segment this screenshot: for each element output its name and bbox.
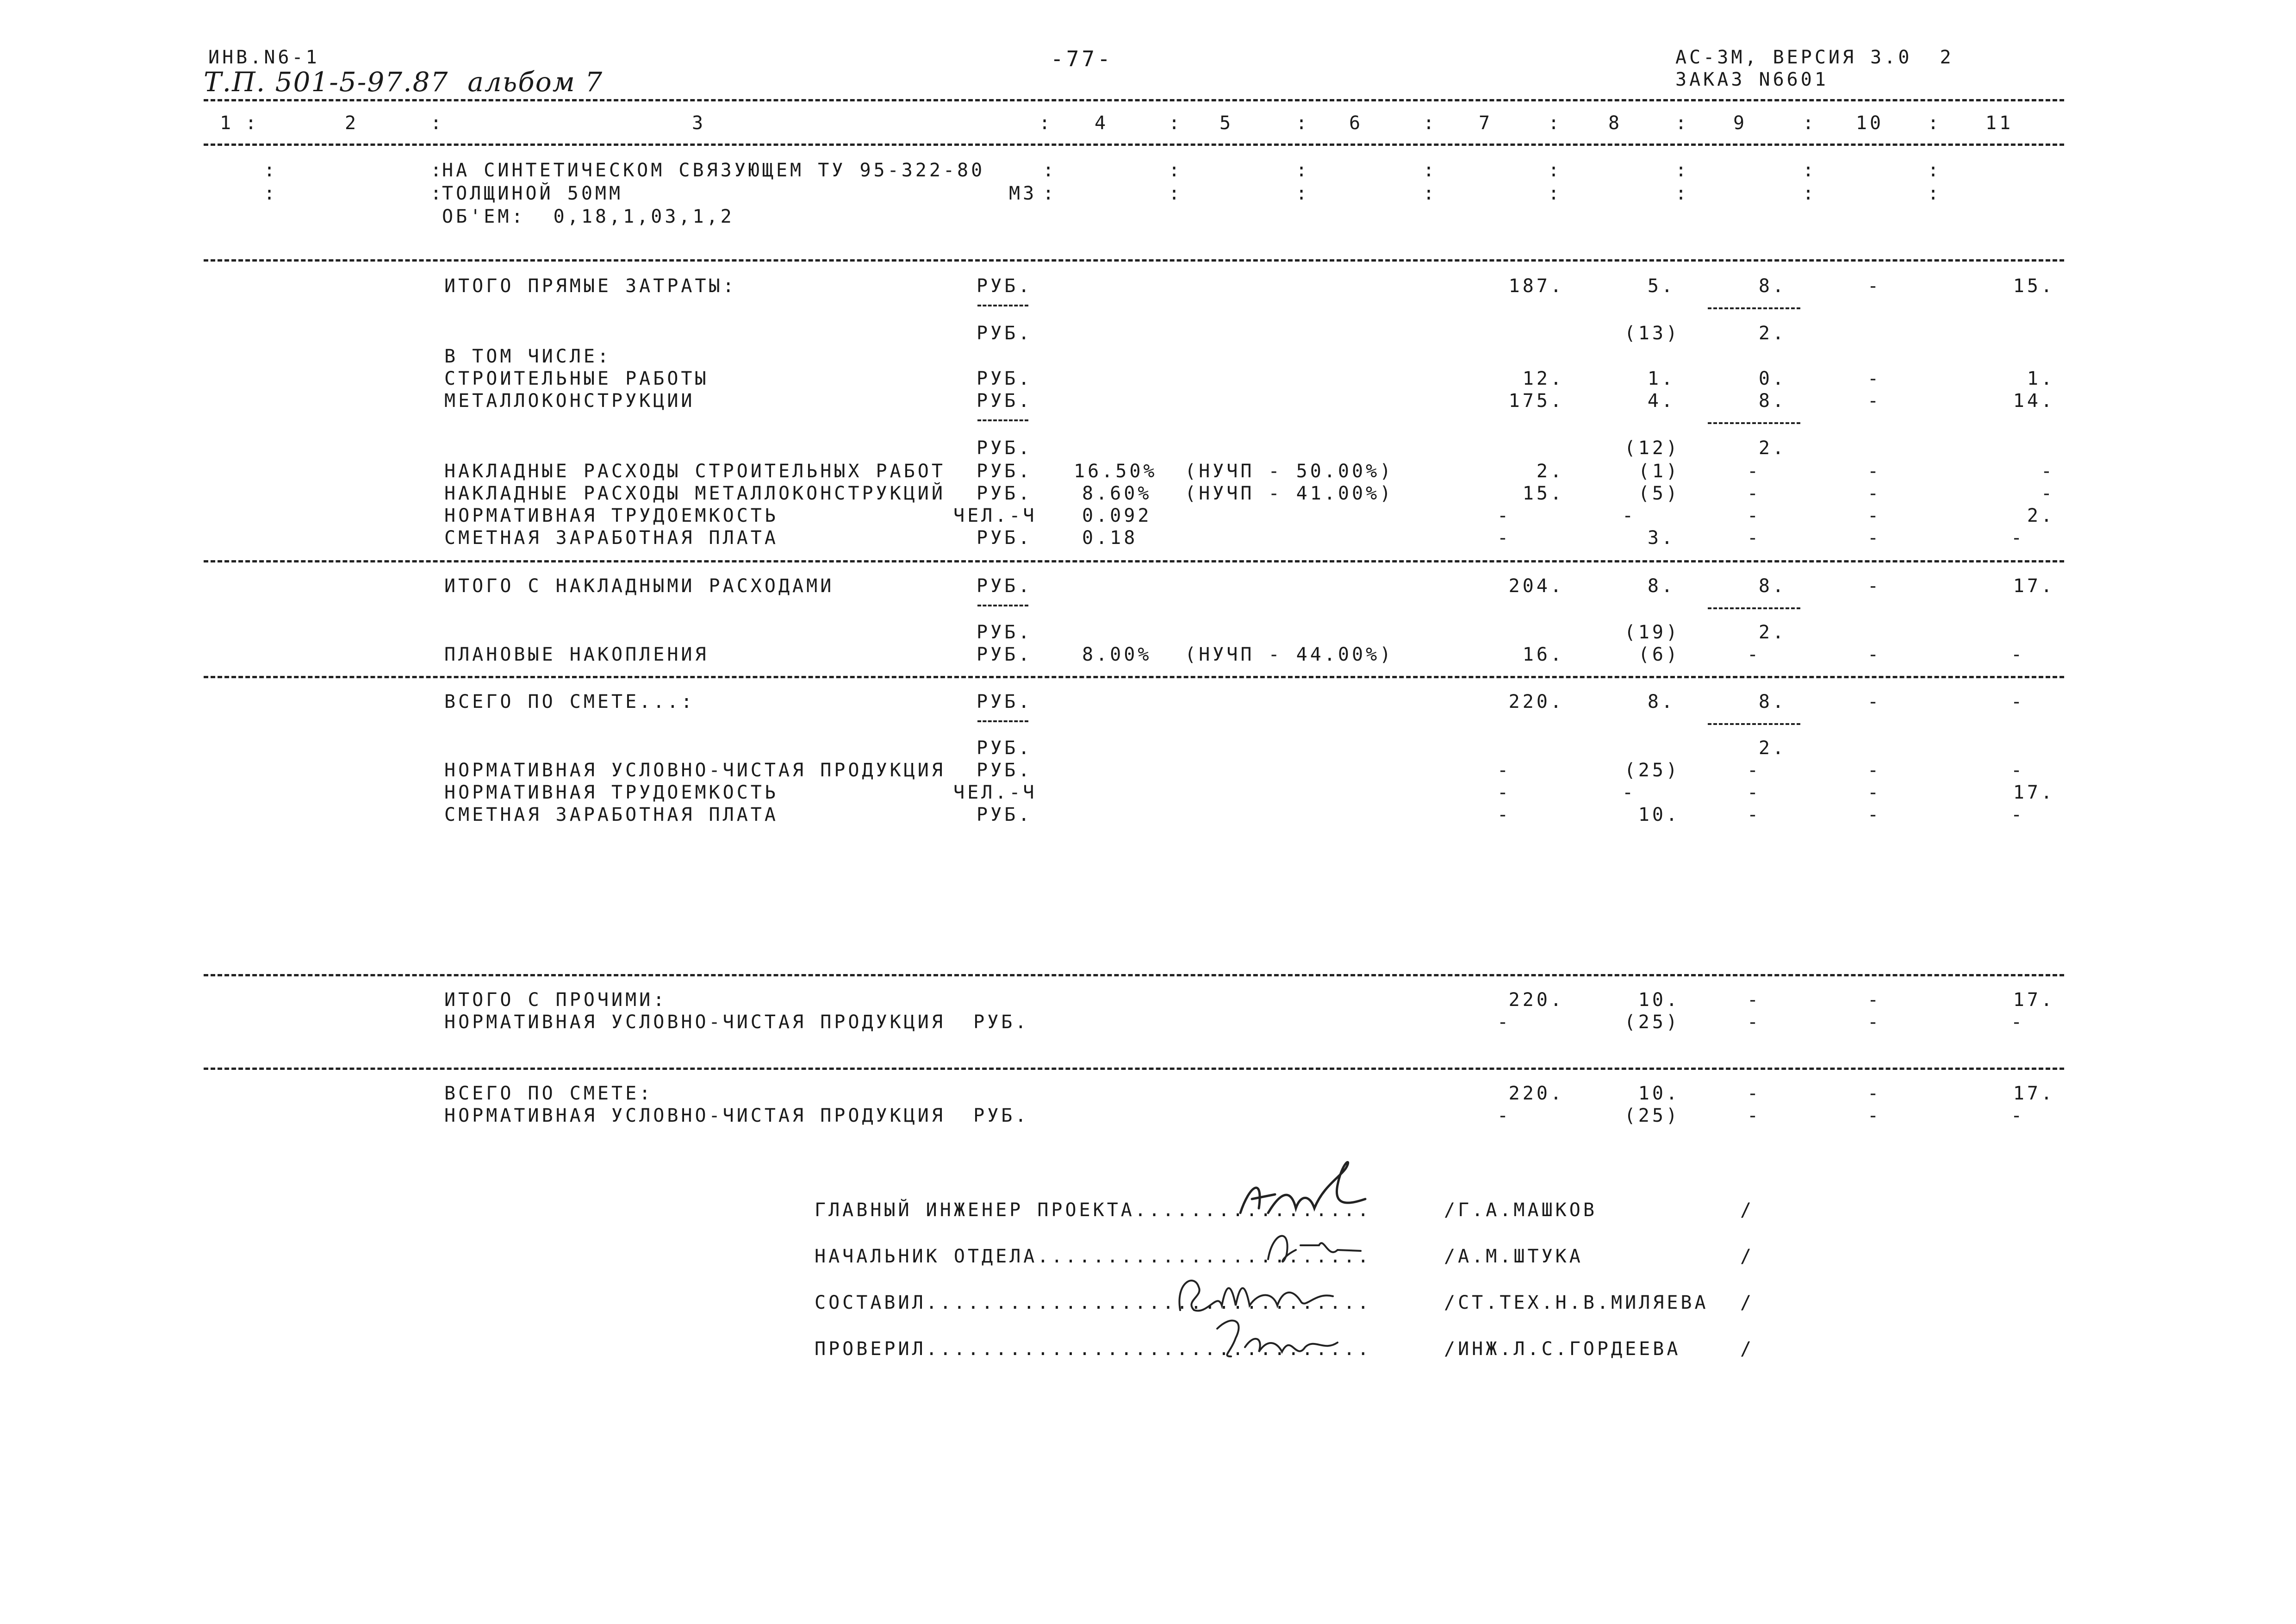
- cell-col11: 17.: [2013, 575, 2055, 597]
- cell-col7: -: [1497, 1105, 1512, 1126]
- cell-col11: 15.: [2013, 275, 2055, 297]
- row-rate: 0.092: [1082, 505, 1152, 526]
- cell-col8: 10.: [1638, 804, 1680, 825]
- cell-col7: -: [1497, 782, 1512, 803]
- row-label: СМЕТНАЯ ЗАРАБОТНАЯ ПЛАТА: [444, 804, 778, 825]
- page-number: -77-: [1051, 46, 1113, 71]
- cell-col9: -: [1747, 461, 1761, 482]
- cell-col11: 17.: [2013, 989, 2055, 1011]
- cell-col11: -: [2010, 644, 2025, 665]
- item-thickness: ТОЛЩИНОЙ 50ММ: [442, 183, 623, 204]
- row-label: НОРМАТИВНАЯ ТРУДОЕМКОСТЬ: [444, 782, 778, 803]
- row-unit: РУБ.: [977, 323, 1033, 344]
- cell-col11: 2.: [2027, 505, 2055, 526]
- cell-col8: 10.: [1638, 1083, 1680, 1104]
- handwritten-reference: Т.П. 501-5-97.87 альбом 7: [204, 66, 604, 98]
- cell-col10: -: [1867, 782, 1882, 803]
- cell-col8: (25): [1624, 760, 1680, 781]
- cell-col7: 187.: [1508, 275, 1564, 297]
- row-unit: РУБ.: [977, 575, 1033, 597]
- cell-col8: (25): [1624, 1105, 1680, 1126]
- item-volume: ОБ'ЕМ: 0,18,1,03,1,2: [442, 206, 734, 227]
- row-label: МЕТАЛЛОКОНСТРУКЦИИ: [444, 390, 695, 412]
- cell-col8: (13): [1624, 323, 1680, 344]
- row-unit: РУБ.: [977, 390, 1033, 412]
- cell-col8: (6): [1638, 644, 1680, 665]
- cell-col8: 8.: [1647, 691, 1675, 712]
- order-number: ЗАКАЗ N6601: [1675, 69, 1829, 90]
- cell-col10: -: [1867, 575, 1882, 597]
- cell-col10: -: [1867, 275, 1882, 297]
- cell-col10: -: [1867, 483, 1882, 504]
- row-unit: РУБ.: [977, 644, 1033, 665]
- signature-role: ГЛАВНЫЙ ИНЖЕНЕР ПРОЕКТА.................: [815, 1199, 1372, 1221]
- cell-col8: (1): [1638, 461, 1680, 482]
- cell-col10: -: [1867, 644, 1882, 665]
- cell-col8: (12): [1624, 437, 1680, 459]
- cell-col7: 220.: [1508, 691, 1564, 712]
- row-label: СТРОИТЕЛЬНЫЕ РАБОТЫ: [444, 368, 709, 389]
- row-rate: 8.60%: [1082, 483, 1152, 504]
- row-label: ИТОГО С ПРОЧИМИ:: [444, 989, 667, 1011]
- signature-end: /: [1740, 1338, 1755, 1360]
- row-unit: РУБ.: [977, 275, 1033, 297]
- cell-col9: 0.: [1758, 368, 1786, 389]
- col-header: 4: [1094, 112, 1109, 134]
- handwritten-signature-4: [1203, 1310, 1351, 1366]
- row-note: (НУЧП - 41.00%): [1185, 483, 1394, 504]
- cell-col11: -: [2010, 527, 2025, 549]
- signature-name: /А.М.ШТУКА: [1444, 1246, 1583, 1267]
- cell-col9: 8.: [1758, 691, 1786, 712]
- cell-col7: 204.: [1508, 575, 1564, 597]
- col-header: 2: [344, 112, 359, 134]
- rule-section-1: [204, 259, 2064, 262]
- rule-section-3: [204, 676, 2064, 678]
- cell-col8: 5.: [1647, 275, 1675, 297]
- row-label: ИТОГО ПРЯМЫЕ ЗАТРАТЫ:: [444, 275, 737, 297]
- col-header: 1: [219, 112, 234, 134]
- cell-col11: -: [2010, 1012, 2025, 1033]
- cell-col7: 175.: [1508, 390, 1564, 412]
- cell-col9: -: [1747, 644, 1761, 665]
- rule-section-4: [204, 974, 2064, 976]
- row-note: (НУЧП - 44.00%): [1185, 644, 1394, 665]
- cell-col8: 1.: [1647, 368, 1675, 389]
- row-label: НАКЛАДНЫЕ РАСХОДЫ МЕТАЛЛОКОНСТРУКЦИЙ: [444, 483, 946, 504]
- row-note: (НУЧП - 50.00%): [1185, 461, 1394, 482]
- col-header: 5: [1219, 112, 1234, 134]
- cell-col10: -: [1867, 1083, 1882, 1104]
- program-version: АС-3М, ВЕРСИЯ 3.0 2: [1675, 47, 1954, 68]
- cell-col10: -: [1867, 1012, 1882, 1033]
- col-header: 10: [1855, 112, 1884, 134]
- cell-col10: -: [1867, 691, 1882, 712]
- cell-col9: -: [1747, 989, 1761, 1011]
- signature-role: ПРОВЕРИЛ................................: [815, 1338, 1372, 1360]
- row-unit: РУБ.: [977, 461, 1033, 482]
- col-header: 8: [1608, 112, 1623, 134]
- cell-col9: -: [1747, 804, 1761, 825]
- col-header: 3: [691, 112, 706, 134]
- row-label: ВСЕГО ПО СМЕТЕ:: [444, 1083, 653, 1104]
- rule-top: [204, 99, 2064, 101]
- cell-col9: 2.: [1758, 737, 1786, 759]
- cell-col8: -: [1622, 505, 1636, 526]
- col-header: 11: [1985, 112, 2014, 134]
- row-unit: РУБ.: [977, 737, 1033, 759]
- signature-name: /Г.А.МАШКОВ: [1444, 1199, 1597, 1221]
- rule-header-bottom: [204, 144, 2064, 146]
- cell-col11: -: [2010, 804, 2025, 825]
- including-label: В ТОМ ЧИСЛЕ:: [444, 346, 611, 367]
- cell-col9: -: [1747, 527, 1761, 549]
- cell-col8: 4.: [1647, 390, 1675, 412]
- row-rate: 16.50%: [1074, 461, 1157, 482]
- cell-col7: -: [1497, 505, 1512, 526]
- cell-col8: 8.: [1647, 575, 1675, 597]
- col-header: 9: [1733, 112, 1748, 134]
- cell-col11: 14.: [2013, 390, 2055, 412]
- cell-col8: 10.: [1638, 989, 1680, 1011]
- cell-col11: 1.: [2027, 368, 2055, 389]
- cell-col7: 15.: [1522, 483, 1564, 504]
- cell-col9: 8.: [1758, 275, 1786, 297]
- cell-col7: 220.: [1508, 1083, 1564, 1104]
- cell-col9: 2.: [1758, 437, 1786, 459]
- cell-col9: -: [1747, 760, 1761, 781]
- cell-col9: 2.: [1758, 622, 1786, 643]
- cell-col10: -: [1867, 505, 1882, 526]
- cell-col11: 17.: [2013, 1083, 2055, 1104]
- signature-name: /ИНЖ.Л.С.ГОРДЕЕВА: [1444, 1338, 1681, 1360]
- item-unit: М3: [1009, 183, 1037, 204]
- row-label: НОРМАТИВНАЯ УСЛОВНО-ЧИСТАЯ ПРОДУКЦИЯ РУБ.: [444, 1105, 1029, 1126]
- cell-col9: 8.: [1758, 390, 1786, 412]
- signature-role: СОСТАВИЛ................................: [815, 1292, 1372, 1313]
- cell-col7: -: [1497, 527, 1512, 549]
- cell-col11: -: [2041, 483, 2055, 504]
- cell-col11: -: [2010, 1105, 2025, 1126]
- cell-col8: (19): [1624, 622, 1680, 643]
- cell-col9: 2.: [1758, 323, 1786, 344]
- col-header: 6: [1349, 112, 1363, 134]
- cell-col9: -: [1747, 483, 1761, 504]
- row-unit: РУБ.: [977, 483, 1033, 504]
- cell-col10: -: [1867, 390, 1882, 412]
- row-unit: ЧЕЛ.-Ч: [953, 505, 1037, 526]
- cell-col7: 220.: [1508, 989, 1564, 1011]
- rule-section-5: [204, 1068, 2064, 1070]
- row-label: НОРМАТИВНАЯ УСЛОВНО-ЧИСТАЯ ПРОДУКЦИЯ РУБ.: [444, 1012, 1029, 1033]
- cell-col9: -: [1747, 1012, 1761, 1033]
- signature-end: /: [1740, 1292, 1755, 1313]
- cell-col10: -: [1867, 989, 1882, 1011]
- signature-end: /: [1740, 1199, 1755, 1221]
- col-header: 7: [1478, 112, 1493, 134]
- row-label: НОРМАТИВНАЯ УСЛОВНО-ЧИСТАЯ ПРОДУКЦИЯ: [444, 760, 946, 781]
- cell-col10: -: [1867, 1105, 1882, 1126]
- cell-col9: 8.: [1758, 575, 1786, 597]
- item-description: НА СИНТЕТИЧЕСКОМ СВЯЗУЮЩЕМ ТУ 95-322-80: [442, 160, 985, 181]
- signature-name: /СТ.ТЕХ.Н.В.МИЛЯЕВА: [1444, 1292, 1709, 1313]
- row-unit: РУБ.: [977, 691, 1033, 712]
- cell-col7: 12.: [1522, 368, 1564, 389]
- cell-col9: -: [1747, 1105, 1761, 1126]
- cell-col7: -: [1497, 804, 1512, 825]
- row-label: НАКЛАДНЫЕ РАСХОДЫ СТРОИТЕЛЬНЫХ РАБОТ: [444, 461, 946, 482]
- cell-col10: -: [1867, 804, 1882, 825]
- cell-col10: -: [1867, 760, 1882, 781]
- row-unit: РУБ.: [977, 368, 1033, 389]
- cell-col9: -: [1747, 782, 1761, 803]
- row-label: СМЕТНАЯ ЗАРАБОТНАЯ ПЛАТА: [444, 527, 778, 549]
- cell-col8: 3.: [1647, 527, 1675, 549]
- cell-col9: -: [1747, 505, 1761, 526]
- cell-col11: -: [2041, 461, 2055, 482]
- cell-col7: -: [1497, 1012, 1512, 1033]
- cell-col7: 2.: [1536, 461, 1564, 482]
- row-label: ПЛАНОВЫЕ НАКОПЛЕНИЯ: [444, 644, 709, 665]
- cell-col7: -: [1497, 760, 1512, 781]
- cell-col11: -: [2010, 760, 2025, 781]
- cell-col7: 16.: [1522, 644, 1564, 665]
- row-unit: РУБ.: [977, 437, 1033, 459]
- signature-end: /: [1740, 1246, 1755, 1267]
- rule-section-2: [204, 560, 2064, 562]
- cell-col11: -: [2010, 691, 2025, 712]
- cell-col10: -: [1867, 368, 1882, 389]
- row-unit: РУБ.: [977, 622, 1033, 643]
- cell-col11: 17.: [2013, 782, 2055, 803]
- row-unit: ЧЕЛ.-Ч: [953, 782, 1037, 803]
- row-label: НОРМАТИВНАЯ ТРУДОЕМКОСТЬ: [444, 505, 778, 526]
- cell-col8: (25): [1624, 1012, 1680, 1033]
- row-rate: 8.00%: [1082, 644, 1152, 665]
- cell-col10: -: [1867, 527, 1882, 549]
- cell-col10: -: [1867, 461, 1882, 482]
- row-unit: РУБ.: [977, 527, 1033, 549]
- cell-col9: -: [1747, 1083, 1761, 1104]
- row-label: ИТОГО С НАКЛАДНЫМИ РАСХОДАМИ: [444, 575, 834, 597]
- row-label: ВСЕГО ПО СМЕТЕ...:: [444, 691, 695, 712]
- row-rate: 0.18: [1082, 527, 1138, 549]
- cell-col8: (5): [1638, 483, 1680, 504]
- row-unit: РУБ.: [977, 760, 1033, 781]
- cell-col8: -: [1622, 782, 1636, 803]
- row-unit: РУБ.: [977, 804, 1033, 825]
- inventory-number: ИНВ.N6-1: [208, 47, 320, 68]
- signature-role: НАЧАЛЬНИК ОТДЕЛА........................: [815, 1246, 1372, 1267]
